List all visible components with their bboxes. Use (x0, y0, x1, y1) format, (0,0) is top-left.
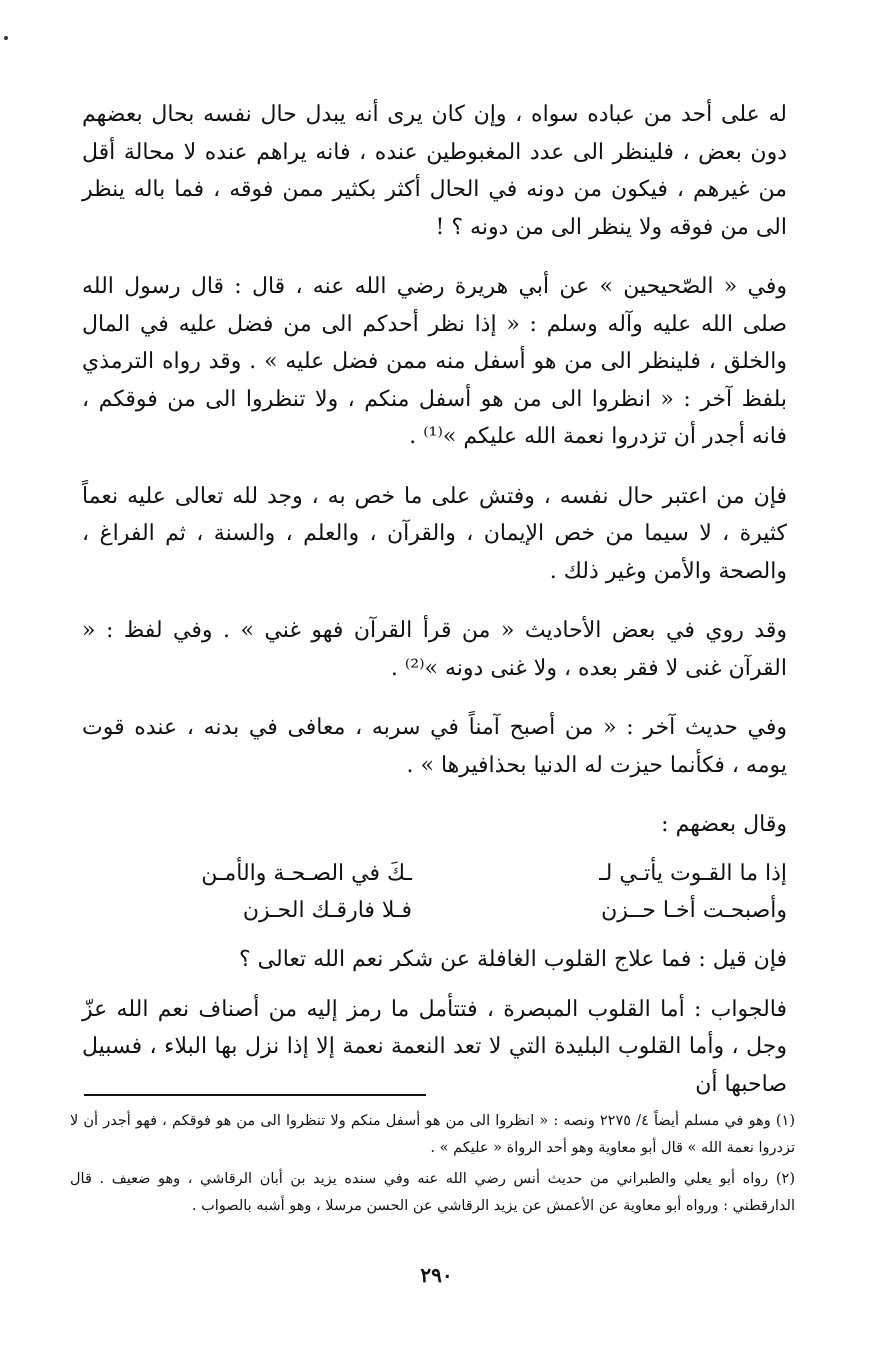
paragraph-3 (82, 478, 787, 591)
paragraph-2-text: وفي « الصّحيحين » عن أبي هريرة رضي الله عنه ، قال : قال رسول الله صلى الله عليه وآله وسلم : « إذا نظر أحدكم الى من فضل عليه في المال والخلق ، فلينظر الى من هو أسفل منه ممن فضل عليه » . وقد رواه الترمذي بلفظ آخر : « انظروا الى من هو أسفل منكم ، ولا تنظروا الى من فوقكم ، فانه أجدر أن تزدروا نعمة الله عليكم »⁽¹⁾ . (82, 274, 787, 449)
verse-2-first-hemistich: وأصبحـت أخـا حــزن (601, 898, 787, 923)
verse-2-second-hemistich: فـلا فارقـك الحـزن (242, 898, 412, 923)
poem (82, 855, 787, 929)
footnote-separator (84, 1094, 426, 1096)
paragraph-6-text: فإن قيل : فما علاج القلوب الغافلة عن شكر نعم الله تعالى ؟ (239, 947, 787, 972)
footnote-2: (٢) رواه أبو يعلي والطبراني من حديث أنس رضي الله عنه وفي سنده يزيد بن أبان الرقاشي ، وهو ضعيف . قال الدارقطني : ورواه أبو معاوية عن الأعمش عن يزيد الرقاشي عن الحسن مرسلا ، وهو أشبه بالصواب . (70, 1171, 795, 1214)
footnote-1: (١) وهو في مسلم أيضاً ٤/ ٢٢٧٥ ونصه : « انظروا الى من هو أسفل منكم ولا تنظروا الى من هو فوقكم ، فهو أجدر أن لا تزدروا نعمة الله » قال أبو معاوية وهو أحد الرواة « عليكم » . (70, 1113, 795, 1156)
paragraph-1-text: له على أحد من عباده سواه ، وإن كان يرى أنه يبدل حال نفسه بحال بعضهم دون بعض ، فلينظر الى عدد المغبوطين عنده ، فانه يراهم عنده لا محالة أقل من غيرهم ، فيكون من دونه في الحال أكثر بكثير ممن فوقه ، فما باله ينظر الى من فوقه ولا ينظر الى من دونه ؟ ! (82, 102, 787, 240)
paragraph-6-question (82, 941, 787, 979)
paragraph-4 (82, 612, 787, 687)
paragraph-3-text: فإن من اعتبر حال نفسه ، وفتش على ما خص به ، وجد لله تعالى عليه نعماً كثيرة ، لا سيما من خص الإيمان ، والقرآن ، والعلم ، والسنة ، ثم الفراغ ، والصحة والأمن وغير ذلك . (82, 483, 787, 584)
poem-intro: وقال بعضهم : (661, 812, 787, 837)
verse-1-second-hemistich: ـكَ في الصـحـة والأمـن (201, 861, 412, 886)
paragraph-5-text: وفي حديث آخر : « من أصبح آمناً في سربه ، معافى في بدنه ، عنده قوت يومه ، فكأنما حيزت له الدنيا بحذافيرها » . (82, 715, 787, 778)
paragraph-1 (82, 96, 787, 246)
verse-1-first-hemistich: إذا ما القـوت يأتـي لـ (599, 861, 787, 886)
paragraph-7-answer (82, 991, 787, 1104)
scan-speck (4, 36, 8, 40)
paragraph-2-hadith (82, 268, 787, 456)
paragraph-4-text: وقد روي في بعض الأحاديث « من قرأ القرآن فهو غني » . وفي لفظ : « القرآن غنى لا فقر بعده ، ولا غنى دونه »⁽²⁾ . (82, 618, 787, 681)
page-number: ٢٩٠ (420, 1263, 453, 1287)
paragraph-7-text: فالجواب : أما القلوب المبصرة ، فتتأمل ما رمز إليه من أصناف نعم الله عزّ وجل ، وأما القلوب البليدة التي لا تعد النعمة نعمة إلا إذا نزل بها البلاء ، فسبيل صاحبها أن (82, 996, 787, 1097)
page-body (82, 96, 787, 1125)
poem-verse-1 (82, 855, 787, 892)
poem-verse-2 (82, 892, 787, 929)
paragraph-5 (82, 709, 787, 784)
footnotes (70, 1108, 795, 1224)
